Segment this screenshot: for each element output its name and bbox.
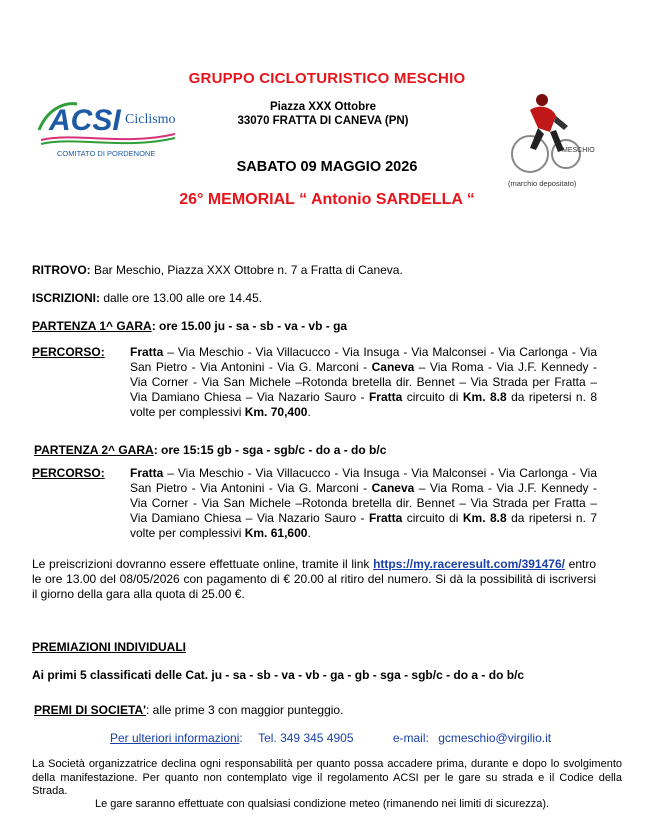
cyclist-logo-icon [500,92,600,192]
email-address[interactable]: gcmeschio@virgilio.it [438,731,552,745]
memorial-title: 26° MEMORIAL “ Antonio SARDELLA “ [179,191,475,208]
gara2-label: PARTENZA 2^ GARA [34,443,154,457]
iscrizioni-line [32,291,622,306]
prescrizioni-paragraph: Le preiscrizioni dovranno essere effettuate online, tramite il link https://my.raceresult.com/391476/ entro le ore 13.00 del 08/05/2026 con pagamento di € 20.00 al ritiro del numero. Si dà la possibilità di iscriversi il giorno della gara alla quota di 25.00 €. [32,557,597,601]
info-label: Per ulteriori informazioni [110,731,240,745]
acsi-logo-icon [35,96,185,162]
page-title: GRUPPO CICLOTURISTICO MESCHIO [188,70,466,87]
svg-text:Ciclismo: Ciclismo [125,112,176,127]
gara2-percorso-label: PERCORSO: [32,466,105,480]
gara1-heading [32,319,622,334]
event-date: SABATO 09 MAGGIO 2026 [236,159,418,175]
iscrizioni-label: ISCRIZIONI: [32,291,100,305]
ritrovo-text: Bar Meschio, Piazza XXX Ottobre n. 7 a Fratta di Caneva. [90,263,403,277]
meschio-logo [500,92,600,192]
address-block [228,100,418,128]
gara2-route: Fratta – Via Meschio - Via Villacucco - Via Insuga - Via Malconsei - Via Carlonga - Via San Pietro - Via Antonini - Via G. Marconi - Caneva – Via Roma - Via J.F. Kennedy - Via Corner - Via San Michele –Rotonda bretella dir. Bennet – Via Strada per Fratta – Via Damiano Chiesa – Via Nazario Sauro - Fratta circuito di Km. 8.8 da ripetersi n. 7 volte per complessivi Km. 61,600. [130,466,598,540]
svg-text:MESCHIO: MESCHIO [562,147,595,154]
email-label: e-mail: [392,731,429,745]
phone-number[interactable]: Tel. 349 345 4905 [258,731,354,745]
premiazioni-categories: Ai primi 5 classificati delle Cat. ju - sa - sb - va - vb - ga - gb - sga - sgb/c - do a - do b/c [32,668,525,682]
premi-societa-text: : alle prime 3 con maggior punteggio. [145,703,344,717]
svg-text:ACSI: ACSI [49,104,121,137]
premi-societa-label: PREMI DI SOCIETA' [34,703,146,717]
raceresult-link[interactable]: https://my.raceresult.com/391476/ [373,557,565,571]
gara1-label: PARTENZA 1^ GARA [32,319,152,333]
acsi-ciclismo-logo [35,96,185,162]
svg-text:COMITATO DI PORDENONE: COMITATO DI PORDENONE [57,149,156,158]
svg-text:(marchio depositato): (marchio depositato) [508,179,577,188]
iscrizioni-text: dalle ore 13.00 alle ore 14.45. [100,291,263,305]
address-line-1: Piazza XXX Ottobre [269,101,377,113]
gara2-heading [34,443,624,458]
address-line-2: 33070 FRATTA DI CANEVA (PN) [237,115,409,127]
gara2-detail: : ore 15:15 gb - sga - sgb/c - do a - do b/c [153,443,387,457]
disclaimer-paragraph: La Società organizzatrice declina ogni responsabilità per quanto possa accadere prima, durante e dopo lo svolgimento della manifestazione. Per quanto non contemplato vige il regolamento ACSI per le gare su strada e il Codice della Strada. [32,758,622,797]
premiazioni-heading: PREMIAZIONI INDIVIDUALI [32,640,187,654]
gara1-percorso-label: PERCORSO: [32,345,105,359]
gara1-route: Fratta – Via Meschio - Via Villacucco - Via Insuga - Via Malconsei - Via Carlonga - Via San Pietro - Via Antonini - Via G. Marconi - Caneva – Via Roma - Via J.F. Kennedy - Via Corner - Via San Michele –Rotonda bretella dir. Bennet – Via Strada per Fratta – Via Damiano Chiesa – Via Nazario Sauro - Fratta circuito di Km. 8.8 da ripetersi n. 8 volte per complessivi Km. 70,400. [130,345,598,419]
gara1-detail: : ore 15.00 ju - sa - sb - va - vb - ga [151,319,348,333]
meteo-note: Le gare saranno effettuate con qualsiasi condizione meteo (rimanendo nei limiti di sicurezza). [95,798,550,810]
contacts-line: Per ulteriori informazioni: Tel. 349 345 4905 e-mail: gcmeschio@virgilio.it [110,731,552,745]
premi-societa-line [34,703,624,718]
ritrovo-line [32,263,622,278]
ritrovo-label: RITROVO: [32,263,91,277]
